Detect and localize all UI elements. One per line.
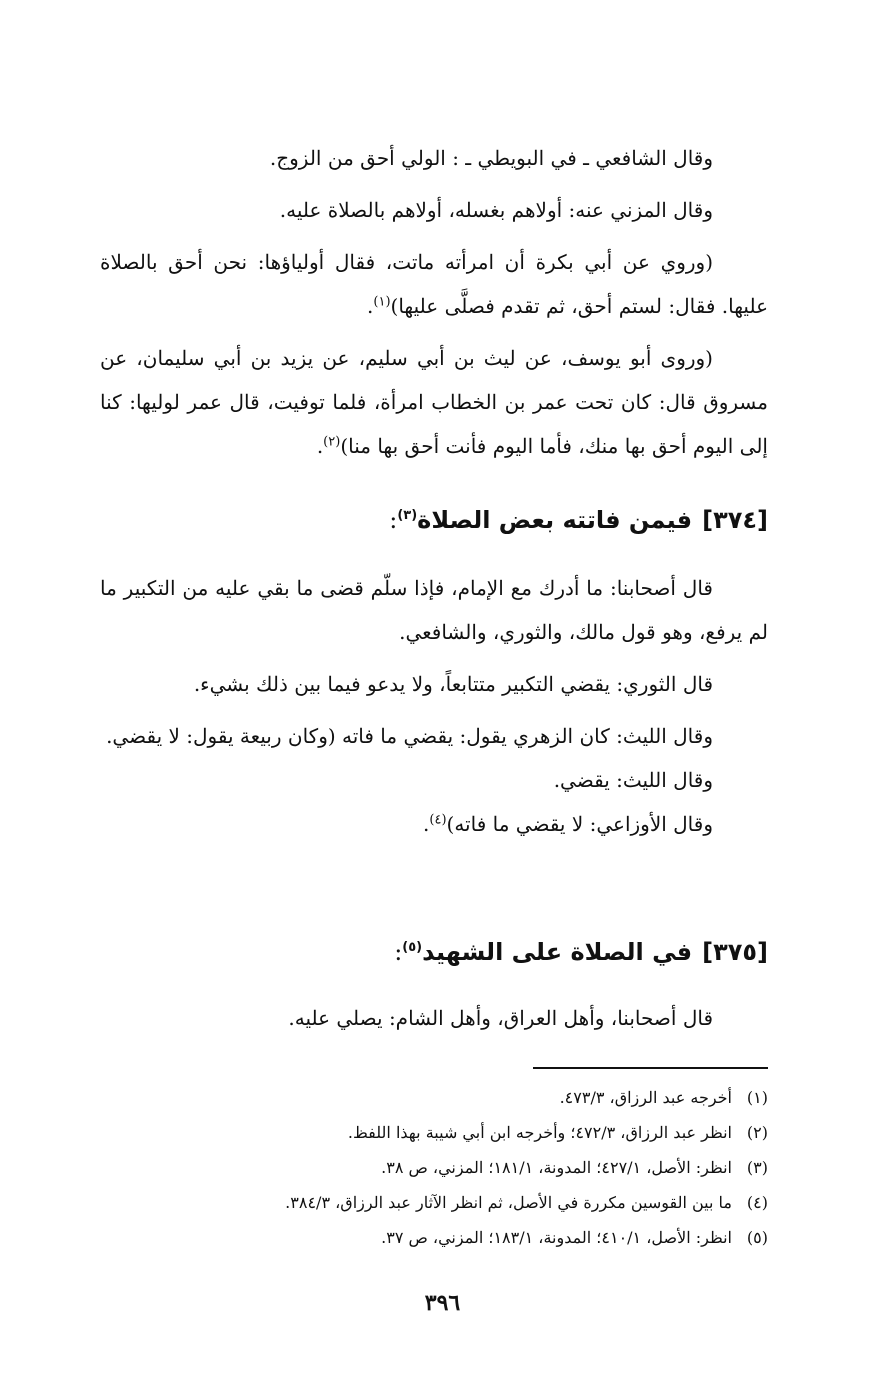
footnote-ref: (٤) (429, 812, 447, 828)
footnote-ref: (١) (373, 294, 391, 310)
section-title: فيمن فاتته بعض الصلاة (417, 506, 693, 534)
paragraph: (وروى أبو يوسف، عن ليث بن أبي سليم، عن يزيد بن أبي سليمان، عن مسروق قال: كان تحت عمر بن الخطاب امرأة، فلما توفيت، قال عمر لوليها: كنا إلى اليوم أحق بها منك، فأما اليوم فأنت أحق بها منا)$^{(٢)}$. (100, 346, 768, 458)
footnote-text: أخرجه عبد الرزاق، ٤٧٣/٣. (559, 1088, 732, 1107)
section-title: في الصلاة على الشهيد (422, 938, 693, 966)
footnote (100, 1115, 768, 1150)
footnote-text: ما بين القوسين مكررة في الأصل، ثم انظر الآثار عبد الرزاق، ٣٨٤/٣. (285, 1193, 732, 1212)
paragraph: وقال الليث: كان الزهري يقول: يقضي ما فاته (وكان ربيعة يقول: لا يقضي. (106, 724, 713, 748)
body-text-375 (100, 996, 768, 1040)
body-text-top (100, 136, 768, 468)
section-heading-375 (100, 932, 768, 972)
footnote-ref: (٥) (402, 940, 423, 955)
paragraph: وقال الشافعي ـ في البويطي ـ : الولي أحق من الزوج. (269, 146, 713, 170)
footnote (100, 1220, 768, 1255)
footnote-ref: (٣) (397, 508, 418, 523)
section-number: [٣٧٤] (702, 506, 768, 534)
paragraph: قال الثوري: يقضي التكبير متتابعاً، ولا يدعو فيما بين ذلك بشيء. (193, 672, 713, 696)
paragraph: (وروي عن أبي بكرة أن امرأته ماتت، فقال أولياؤها: نحن أحق بالصلاة عليها. فقال: لستم أحق، ثم تقدم فصلَّى عليها)$^{(١)}$. (100, 250, 768, 318)
footnote-number: (١) (746, 1088, 768, 1107)
footnote-number: (٣) (746, 1158, 768, 1177)
paragraph: قال أصحابنا، وأهل العراق، وأهل الشام: يصلي عليه. (288, 1006, 713, 1030)
section-number: [٣٧٥] (702, 938, 768, 966)
paragraph: قال أصحابنا: ما أدرك مع الإمام، فإذا سلّم قضى ما بقي عليه من التكبير ما لم يرفع، وهو قول مالك، والثوري، والشافعي. (100, 576, 768, 644)
footnote-text: انظر عبد الرزاق، ٤٧٢/٣؛ وأخرجه ابن أبي شيبة بهذا اللفظ. (347, 1123, 732, 1142)
footnote (100, 1185, 768, 1220)
paragraph: وقال الليث: يقضي. (553, 768, 713, 792)
footnotes (100, 1080, 768, 1255)
footnote-number: (٢) (746, 1123, 768, 1142)
footnote-text: انظر: الأصل، ٤١٠/١؛ المدونة، ١٨٣/١؛ المزني، ص ٣٧. (381, 1228, 732, 1247)
paragraph: وقال المزني عنه: أولاهم بغسله، أولاهم بالصلاة عليه. (279, 198, 713, 222)
footnote-divider (533, 1067, 768, 1069)
body-text-374 (100, 566, 768, 846)
paragraph: وقال الأوزاعي: لا يقضي ما فاته)$^{(٤)}$. (423, 812, 713, 836)
section-heading-374 (100, 500, 768, 540)
footnote (100, 1150, 768, 1185)
heading-colon: : (389, 506, 398, 534)
heading-colon: : (394, 938, 403, 966)
footnote (100, 1080, 768, 1115)
footnote-ref: (٢) (323, 434, 341, 450)
footnote-number: (٥) (746, 1228, 768, 1247)
page-number: ٣٩٦ (424, 1290, 461, 1316)
footnote-number: (٤) (746, 1193, 768, 1212)
footnote-text: انظر: الأصل، ٤٢٧/١؛ المدونة، ١٨١/١؛ المزني، ص ٣٨. (381, 1158, 732, 1177)
